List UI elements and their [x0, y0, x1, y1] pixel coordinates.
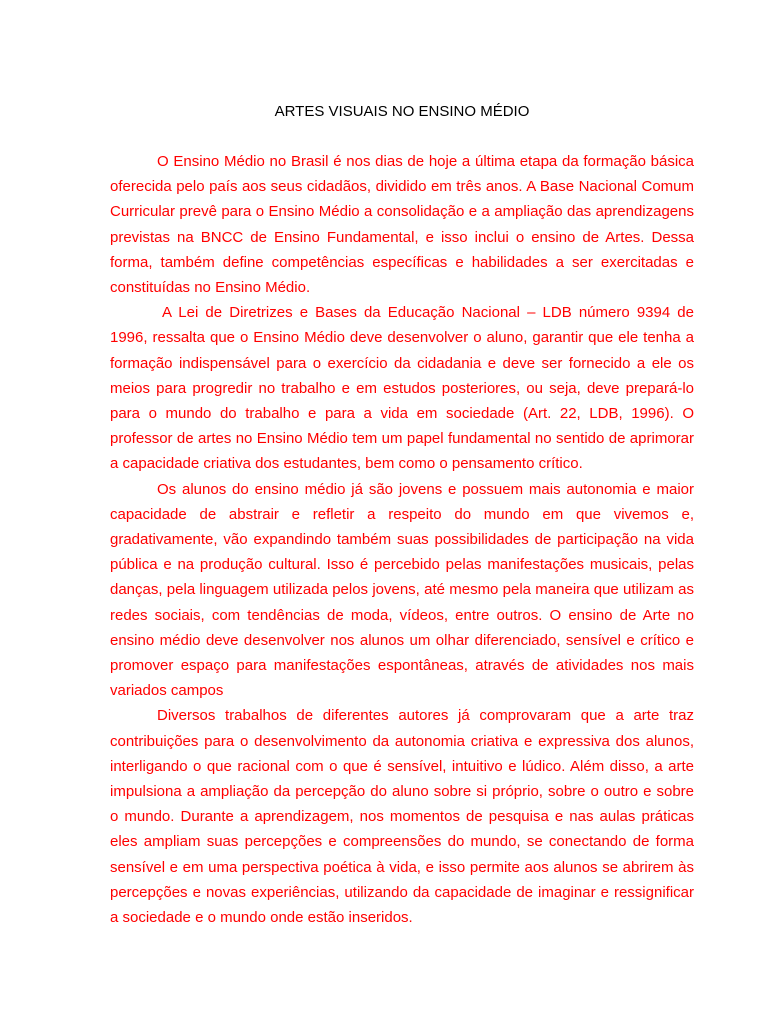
paragraph-2: A Lei de Diretrizes e Bases da Educação Nacional – LDB número 9394 de 1996, ressalta que o Ensino Médio deve desenvolver o aluno, garantir que ele tenha a formação indispensável para o exercício da cidadania e deve ser fornecido a ele os meios para progredir no trabalho e em estudos posteriores, ou seja, deve prepará-lo para o mundo do trabalho e para a vida em sociedade (Art. 22, LDB, 1996). O professor de artes no Ensino Médio tem um papel fundamental no sentido de aprimorar a capacidade criativa dos estudantes, bem como o pensamento crítico.	[110, 304, 694, 473]
document-body	[110, 149, 694, 930]
paragraph-1: O Ensino Médio no Brasil é nos dias de hoje a última etapa da formação básica oferecida pelo país aos seus cidadãos, dividido em três anos. A Base Nacional Comum Curricular prevê para o Ensino Médio a consolidação e a ampliação das aprendizagens previstas na BNCC de Ensino Fundamental, e isso inclui o ensino de Artes. Dessa forma, também define competências específicas e habilidades a ser exercitadas e constituídas no Ensino Médio.	[110, 153, 694, 297]
paragraph-3: Os alunos do ensino médio já são jovens e possuem mais autonomia e maior capacidade de abstrair e refletir a respeito do mundo em que vivemos e, gradativamente, vão expandindo também suas possibilidades de participação na vida pública e na produção cultural. Isso é percebido pelas manifestações musicais, pelas danças, pela linguagem utilizada pelos jovens, até mesmo pela maneira que utilizam as redes sociais, com tendências de moda, vídeos, entre outros. O ensino de Arte no ensino médio deve desenvolver nos alunos um olhar diferenciado, sensível e crítico e promover espaço para manifestações espontâneas, através de atividades nos mais variados campos	[110, 480, 694, 700]
paragraph-4: Diversos trabalhos de diferentes autores já comprovaram que a arte traz contribuições para o desenvolvimento da autonomia criativa e expressiva dos alunos, interligando o que racional com o que é sensível, intuitivo e lúdico. Além disso, a arte impulsiona a ampliação da percepção do aluno sobre si próprio, sobre o outro e sobre o mundo. Durante a aprendizagem, nos momentos de pesquisa e nas aulas práticas eles ampliam suas percepções e compreensões do mundo, se conectando de forma sensível e em uma perspectiva poética à vida, e isso permite aos alunos se abrirem às percepções e novas experiências, utilizando da capacidade de imaginar e ressignificar a sociedade e o mundo onde estão inseridos.	[110, 707, 694, 927]
document-title: ARTES VISUAIS NO ENSINO MÉDIO	[274, 103, 530, 120]
